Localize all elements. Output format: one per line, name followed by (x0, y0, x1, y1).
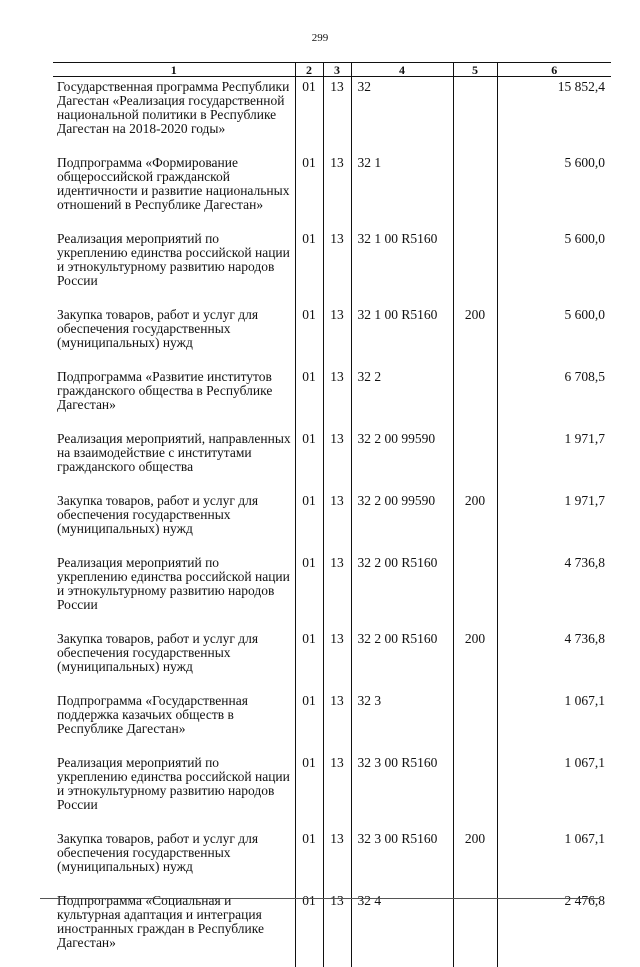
target-article-cell: 32 1 (351, 153, 453, 229)
section-code-cell: 01 (295, 891, 323, 967)
section-code-cell: 01 (295, 229, 323, 305)
row-name-cell: Реализация мероприятий по укреплению единства российской нации и этнокультурному развитию народов России (53, 753, 295, 829)
amount-cell: 2 476,8 (497, 891, 611, 967)
row-name-cell: Реализация мероприятий, направленных на взаимодействие с институтами гражданского общества (53, 429, 295, 491)
subsection-code-cell: 13 (323, 491, 351, 553)
section-code-cell: 01 (295, 829, 323, 891)
target-article-cell: 32 3 00 R5160 (351, 753, 453, 829)
table-row (53, 77, 611, 154)
table-row (53, 691, 611, 753)
expense-type-cell (453, 691, 497, 753)
subsection-code-cell: 13 (323, 229, 351, 305)
column-header: 3 (323, 63, 351, 77)
page-number: 299 (0, 32, 640, 44)
subsection-code-cell: 13 (323, 753, 351, 829)
target-article-cell: 32 2 00 99590 (351, 491, 453, 553)
row-name-cell: Закупка товаров, работ и услуг для обеспечения государственных (муниципальных) нужд (53, 491, 295, 553)
amount-cell: 6 708,5 (497, 367, 611, 429)
row-name-cell: Закупка товаров, работ и услуг для обеспечения государственных (муниципальных) нужд (53, 829, 295, 891)
expense-type-cell (453, 891, 497, 967)
row-name-cell: Реализация мероприятий по укреплению единства российской нации и этнокультурному развитию народов России (53, 553, 295, 629)
amount-cell: 1 067,1 (497, 829, 611, 891)
row-name-cell: Подпрограмма «Развитие институтов гражданского общества в Республике Дагестан» (53, 367, 295, 429)
expense-type-cell (453, 753, 497, 829)
row-name-cell: Подпрограмма «Социальная и культурная адаптация и интеграция иностранных граждан в Республике Дагестан» (53, 891, 295, 967)
section-code-cell: 01 (295, 367, 323, 429)
column-header: 5 (453, 63, 497, 77)
subsection-code-cell: 13 (323, 367, 351, 429)
target-article-cell: 32 4 (351, 891, 453, 967)
expense-type-cell (453, 229, 497, 305)
expense-type-cell (453, 553, 497, 629)
table-row (53, 367, 611, 429)
amount-cell: 5 600,0 (497, 305, 611, 367)
table-row (53, 305, 611, 367)
section-code-cell: 01 (295, 753, 323, 829)
table-row (53, 429, 611, 491)
section-code-cell: 01 (295, 305, 323, 367)
section-code-cell: 01 (295, 77, 323, 154)
expense-type-cell: 200 (453, 491, 497, 553)
table-body (53, 77, 611, 967)
table-row (53, 153, 611, 229)
expense-type-cell (453, 429, 497, 491)
subsection-code-cell: 13 (323, 77, 351, 154)
expense-type-cell: 200 (453, 305, 497, 367)
target-article-cell: 32 3 (351, 691, 453, 753)
row-name-cell: Реализация мероприятий по укреплению единства российской нации и этнокультурному развитию народов России (53, 229, 295, 305)
table-header-row (53, 63, 611, 77)
row-name-cell: Закупка товаров, работ и услуг для обеспечения государственных (муниципальных) нужд (53, 629, 295, 691)
row-name-cell: Закупка товаров, работ и услуг для обеспечения государственных (муниципальных) нужд (53, 305, 295, 367)
target-article-cell: 32 1 00 R5160 (351, 305, 453, 367)
amount-cell: 1 971,7 (497, 491, 611, 553)
bottom-border-line (40, 898, 600, 899)
section-code-cell: 01 (295, 491, 323, 553)
amount-cell: 1 067,1 (497, 691, 611, 753)
target-article-cell: 32 2 00 R5160 (351, 629, 453, 691)
section-code-cell: 01 (295, 629, 323, 691)
table-row (53, 629, 611, 691)
table-row (53, 491, 611, 553)
target-article-cell: 32 3 00 R5160 (351, 829, 453, 891)
target-article-cell: 32 2 00 99590 (351, 429, 453, 491)
amount-cell: 5 600,0 (497, 229, 611, 305)
subsection-code-cell: 13 (323, 891, 351, 967)
section-code-cell: 01 (295, 553, 323, 629)
column-header: 6 (497, 63, 611, 77)
amount-cell: 1 971,7 (497, 429, 611, 491)
table-row (53, 829, 611, 891)
section-code-cell: 01 (295, 153, 323, 229)
table-row (53, 753, 611, 829)
amount-cell: 15 852,4 (497, 77, 611, 154)
amount-cell: 5 600,0 (497, 153, 611, 229)
amount-cell: 1 067,1 (497, 753, 611, 829)
budget-table (53, 62, 611, 967)
subsection-code-cell: 13 (323, 553, 351, 629)
row-name-cell: Подпрограмма «Формирование общероссийской гражданской идентичности и развитие национальных отношений в Республике Дагестан» (53, 153, 295, 229)
column-header: 2 (295, 63, 323, 77)
row-name-cell: Государственная программа Республики Дагестан «Реализация государственной национальной политики в Республике Дагестан на 2018-2020 годы» (53, 77, 295, 154)
target-article-cell: 32 (351, 77, 453, 154)
amount-cell: 4 736,8 (497, 553, 611, 629)
target-article-cell: 32 1 00 R5160 (351, 229, 453, 305)
target-article-cell: 32 2 (351, 367, 453, 429)
table-row (53, 891, 611, 967)
table-row (53, 553, 611, 629)
section-code-cell: 01 (295, 691, 323, 753)
section-code-cell: 01 (295, 429, 323, 491)
column-header: 1 (53, 63, 295, 77)
subsection-code-cell: 13 (323, 629, 351, 691)
subsection-code-cell: 13 (323, 305, 351, 367)
row-name-cell: Подпрограмма «Государственная поддержка казачьих обществ в Республике Дагестан» (53, 691, 295, 753)
expense-type-cell: 200 (453, 829, 497, 891)
expense-type-cell (453, 77, 497, 154)
target-article-cell: 32 2 00 R5160 (351, 553, 453, 629)
expense-type-cell (453, 153, 497, 229)
table-row (53, 229, 611, 305)
amount-cell: 4 736,8 (497, 629, 611, 691)
subsection-code-cell: 13 (323, 691, 351, 753)
column-header: 4 (351, 63, 453, 77)
expense-type-cell: 200 (453, 629, 497, 691)
subsection-code-cell: 13 (323, 429, 351, 491)
subsection-code-cell: 13 (323, 153, 351, 229)
expense-type-cell (453, 367, 497, 429)
subsection-code-cell: 13 (323, 829, 351, 891)
